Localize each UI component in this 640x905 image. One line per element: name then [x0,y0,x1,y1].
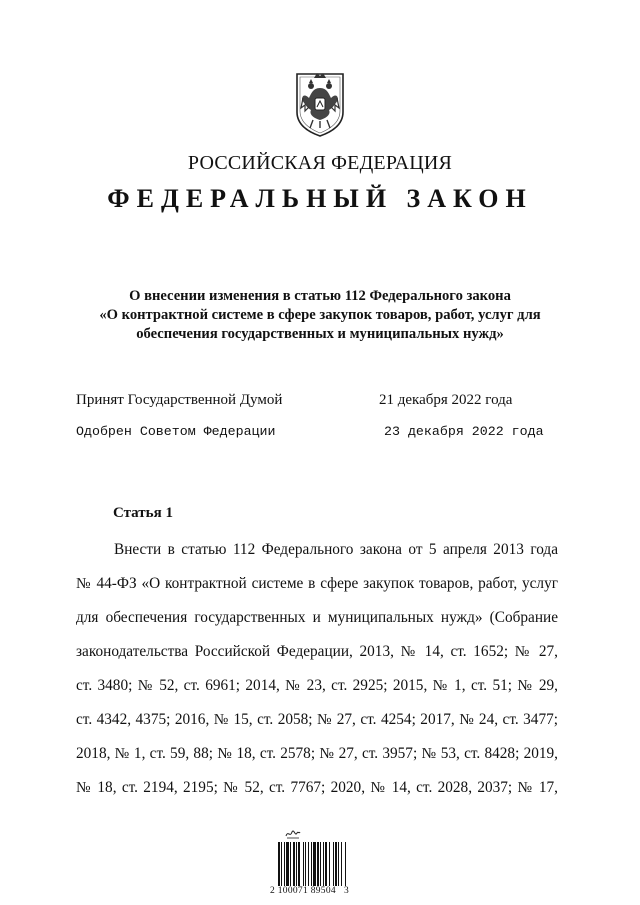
article-text-line: ст. 4342, 4375; 2016, № 15, ст. 2058; № 27, ст. 4254; 2017, № 24, ст. 3477; [76,711,558,728]
article-text-line: законодательства Российской Федерации, 2013, № 14, ст. 1652; № 27, [76,643,558,660]
coat-of-arms-emblem [287,64,353,138]
article-heading: Статья 1 [113,505,173,521]
article-text-line: Внести в статью 112 Федерального закона от 5 апреля 2013 года [114,541,558,558]
article-text-line: № 18, ст. 2194, 2195; № 52, ст. 7767; 2020, № 14, ст. 2028, 2037; № 17, [76,779,558,796]
article-text-line: 2018, № 1, ст. 59, 88; № 18, ст. 2578; № 27, ст. 3957; № 53, ст. 8428; 2019, [76,745,558,762]
approved-date: 23 декабря 2022 года [384,424,544,439]
law-title-line: обеспечения государственных и муниципальных нужд» [136,326,504,342]
law-title [60,287,580,344]
adopted-label: Принят Государственной Думой [76,392,283,408]
article-text-line: ст. 3480; № 52, ст. 6961; 2014, № 23, ст. 2925; 2015, № 1, ст. 51; № 29, [76,677,558,694]
article-text-line: № 44-ФЗ «О контрактной системе в сфере закупок товаров, работ, услуг [76,575,558,592]
adopted-date: 21 декабря 2022 года [379,392,513,408]
barcode-number: 2 100071 89504 3 [270,886,350,896]
approved-label: Одобрен Советом Федерации [76,424,276,439]
barcode-icon [278,842,364,886]
country-name: РОССИЙСКАЯ ФЕДЕРАЦИЯ [187,152,453,174]
handwritten-mark-icon [284,826,302,840]
law-type-heading: ФЕДЕРАЛЬНЫЙ ЗАКОН [107,184,533,213]
law-title-line: «О контрактной системе в сфере закупок товаров, работ, услуг для [99,307,541,323]
article-text-line: для обеспечения государственных и муниципальных нужд» (Собрание [76,609,558,626]
document-barcode [270,826,362,894]
law-title-line: О внесении изменения в статью 112 Федерального закона [129,288,511,304]
